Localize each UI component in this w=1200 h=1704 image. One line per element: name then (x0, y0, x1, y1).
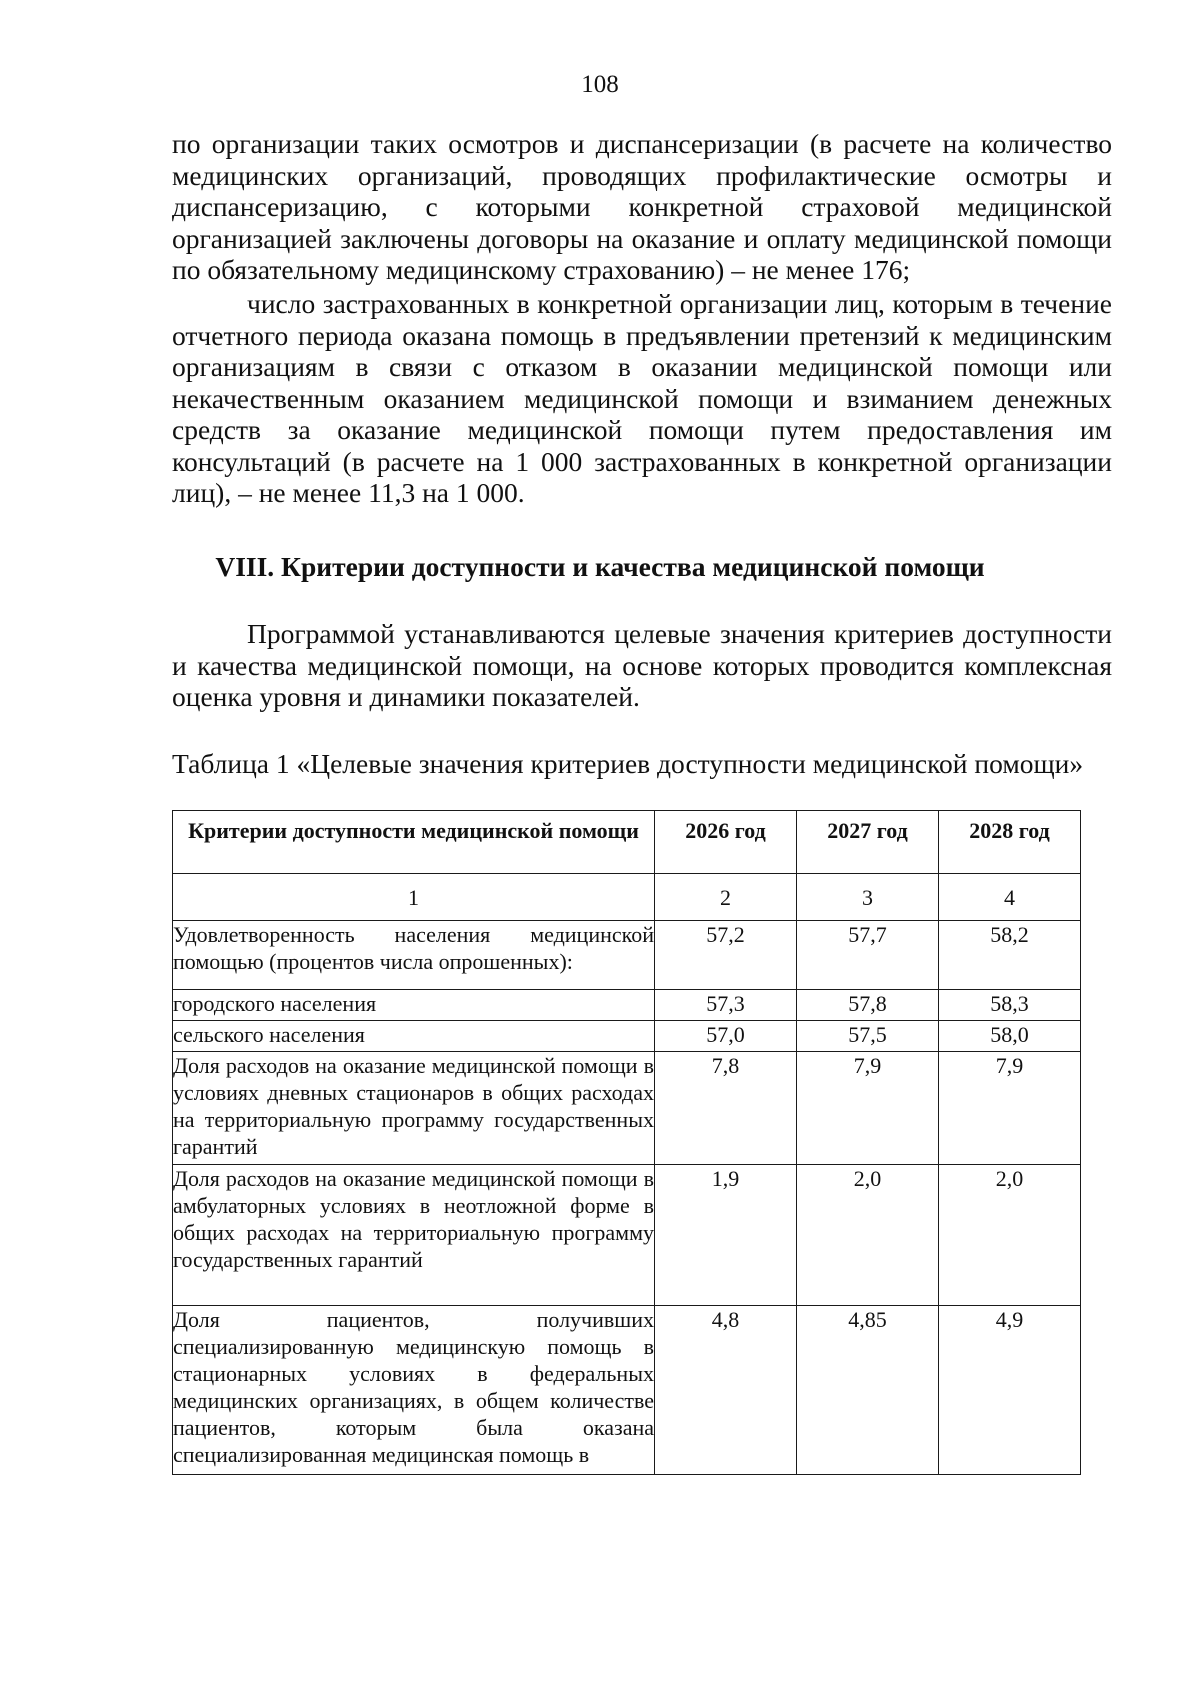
paragraph-2: число застрахованных в конкретной организации лиц, которым в течение отчетного периода оказана помощь в предъявлении претензий к медицинским организациям в связи с отказом в оказании медицинской помощи или некачественным оказанием медицинской помощи и взиманием денежных средств за оказание медицинской помощи путем предоставления им консультаций (в расчете на 1 000 застрахованных в конкретной организации лиц), – не менее 11,3 на 1 000. (172, 288, 1112, 508)
value-2026: 1,9 (655, 1165, 797, 1306)
value-2026: 7,8 (655, 1052, 797, 1165)
value-2028: 2,0 (939, 1165, 1081, 1306)
criterion-cell: городского населения (173, 990, 655, 1021)
column-number: 3 (797, 874, 939, 921)
value-2027: 57,7 (797, 921, 939, 990)
table-row (173, 921, 1081, 990)
value-2028: 58,0 (939, 1021, 1081, 1052)
table-row (173, 1165, 1081, 1306)
section-heading: VIII. Критерии доступности и качества медицинской помощи (215, 551, 985, 582)
value-2027: 57,8 (797, 990, 939, 1021)
value-2028: 4,9 (939, 1306, 1081, 1475)
criterion-cell: Удовлетворенность населения медицинской помощью (процентов числа опрошенных): (173, 921, 655, 990)
column-number: 4 (939, 874, 1081, 921)
value-2027: 2,0 (797, 1165, 939, 1306)
page-number: 108 (581, 71, 619, 98)
value-2026: 4,8 (655, 1306, 797, 1475)
value-2027: 57,5 (797, 1021, 939, 1052)
header-2028: 2028 год (939, 811, 1081, 874)
column-number: 2 (655, 874, 797, 921)
table-row (173, 990, 1081, 1021)
criterion-cell: сельского населения (173, 1021, 655, 1052)
table-header-row (173, 811, 1081, 874)
value-2026: 57,2 (655, 921, 797, 990)
value-2028: 58,2 (939, 921, 1081, 990)
table-row (173, 1052, 1081, 1165)
table-row (173, 1021, 1081, 1052)
paragraph-3: Программой устанавливаются целевые значения критериев доступности и качества медицинской помощи, на основе которых проводится комплексная оценка уровня и динамики показателей. (172, 618, 1112, 712)
criteria-table (172, 810, 1081, 1475)
criterion-cell: Доля пациентов, получивших специализированную медицинскую помощь в стационарных условиях в федеральных медицинских организациях, в общем количестве пациентов, которым была оказана специализированная медицинская помощь в (173, 1306, 655, 1475)
header-criterion: Критерии доступности медицинской помощи (173, 811, 655, 874)
header-2026: 2026 год (655, 811, 797, 874)
criterion-cell: Доля расходов на оказание медицинской помощи в условиях дневных стационаров в общих расходах на территориальную программу государственных гарантий (173, 1052, 655, 1165)
value-2027: 7,9 (797, 1052, 939, 1165)
header-2027: 2027 год (797, 811, 939, 874)
column-number-row (173, 874, 1081, 921)
value-2027: 4,85 (797, 1306, 939, 1475)
value-2026: 57,3 (655, 990, 797, 1021)
value-2026: 57,0 (655, 1021, 797, 1052)
value-2028: 58,3 (939, 990, 1081, 1021)
paragraph-1: по организации таких осмотров и диспансеризации (в расчете на количество медицинских организаций, проводящих профилактические осмотры и диспансеризацию, с которыми конкретной страховой медицинской организацией заключены договоры на оказание и оплату медицинской помощи по обязательному медицинскому страхованию) – не менее 176; (172, 128, 1112, 285)
table-row (173, 1306, 1081, 1475)
column-number: 1 (173, 874, 655, 921)
criterion-cell: Доля расходов на оказание медицинской помощи в амбулаторных условиях в неотложной форме в общих расходах на территориальную программу государственных гарантий (173, 1165, 655, 1306)
value-2028: 7,9 (939, 1052, 1081, 1165)
table-caption: Таблица 1 «Целевые значения критериев доступности медицинской помощи» (172, 748, 1084, 779)
